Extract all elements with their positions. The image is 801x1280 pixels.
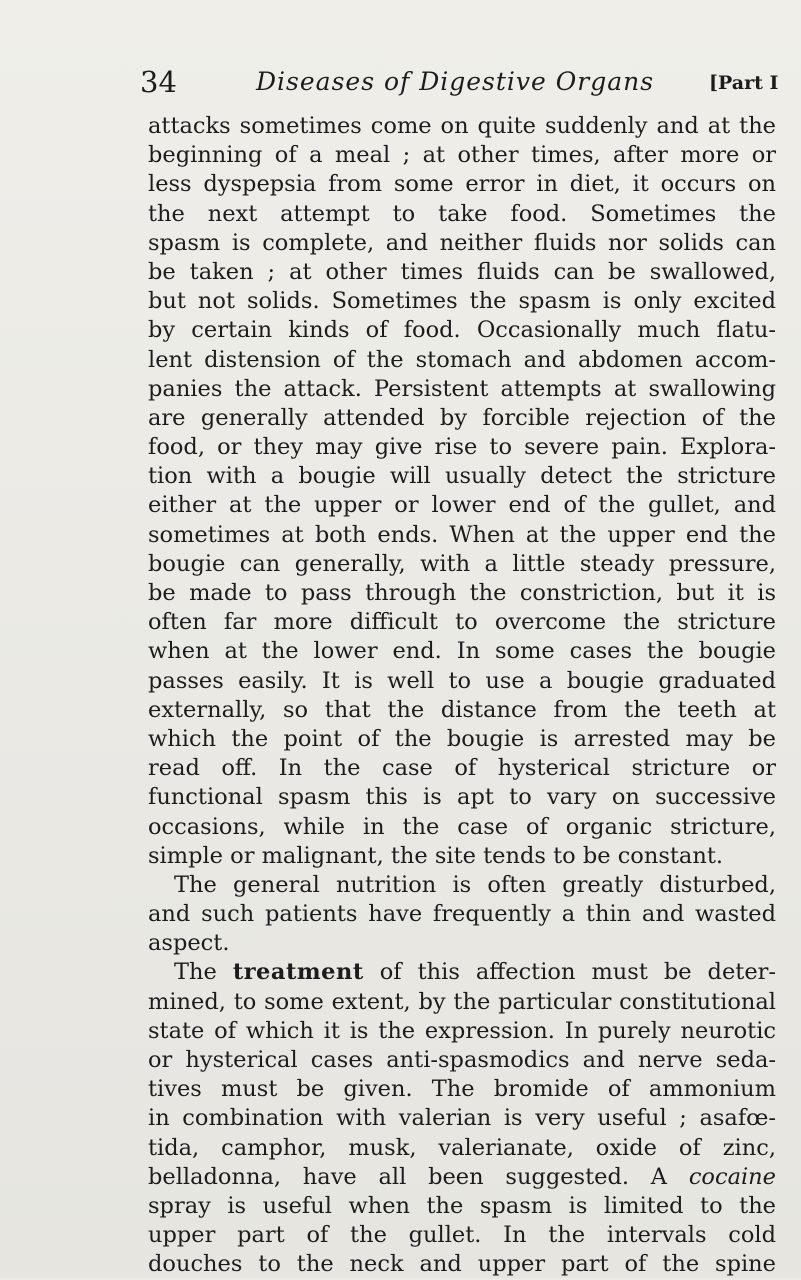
text-line: aspect. [148,930,230,957]
text-fragment: belladonna, have all been suggested. A [148,1163,689,1190]
page-number: 34 [140,65,177,99]
text-line: state of which it is the expression. In purely neurotic [148,1017,776,1044]
text-line: upper part of the gullet. In the intervals cold [148,1222,776,1249]
text-line: functional spasm this is apt to vary on successive [148,784,776,811]
text-line: bougie can generally, with a little steady pressure, [148,550,776,577]
text-line: which the point of the bougie is arrested may be [148,725,776,752]
running-title: Diseases of Digestive Organs [256,67,655,96]
text-line: attacks sometimes come on quite suddenly and at the [148,113,776,139]
text-line: douches to the neck and upper part of the spine [148,1251,776,1278]
text-line: read off. In the case of hysterical stricture or [148,755,776,782]
page-header [140,62,780,102]
text-line: the next attempt to take food. Sometimes the [148,200,776,227]
text-line: spasm is complete, and neither fluids nor solids can [148,229,776,256]
text-line: and such patients have frequently a thin and wasted [148,901,776,928]
body-text [148,112,776,1280]
text-line-cocaine [148,1163,776,1192]
text-line: sometimes at both ends. When at the upper end the [148,521,776,548]
text-line: panies the attack. Persistent attempts at swallowing [148,375,776,402]
text-line: be made to pass through the constriction, but it is [148,580,776,606]
treatment-heading: treatment [232,959,364,986]
cocaine-term: cocaine [688,1163,776,1190]
text-line-treatment [148,958,776,987]
text-line: but not solids. Sometimes the spasm is only excited [148,288,776,315]
text-line: lent distension of the stomach and abdomen accom- [148,346,776,373]
text-line: by certain kinds of food. Occasionally much flatu- [148,317,776,344]
text-line: The general nutrition is often greatly disturbed, [174,871,776,898]
text-line: externally, so that the distance from the teeth at [148,696,776,723]
text-line: often far more difficult to overcome the stricture [148,609,776,636]
part-label: [Part I [709,72,779,94]
text-line: spray is useful when the spasm is limited to the [148,1192,776,1219]
text-line: beginning of a meal ; at other times, after more or [148,142,776,169]
text-line: simple or malignant, the site tends to be constant. [148,842,724,869]
text-line: less dyspepsia from some error in diet, it occurs on [148,171,776,198]
text-line: tion with a bougie will usually detect the stricture [148,463,776,490]
text-line: occasions, while in the case of organic stricture, [148,813,776,840]
text-line: either at the upper or lower end of the gullet, and [148,492,776,519]
text-fragment: of this affection must be deter- [363,959,776,986]
text-line: passes easily. It is well to use a bougie graduated [148,667,776,694]
text-line: tida, camphor, musk, valerianate, oxide of zinc, [148,1134,776,1161]
text-line: when at the lower end. In some cases the bougie [148,638,776,665]
text-line: mined, to some extent, by the particular constitutional [148,988,776,1015]
text-line: food, or they may give rise to severe pain. Explora- [148,434,776,461]
text-line: tives must be given. The bromide of ammonium [148,1076,776,1103]
text-line: be taken ; at other times fluids can be swallowed, [148,258,776,285]
text-fragment: The [174,959,233,986]
text-line: are generally attended by forcible rejection of the [148,404,776,431]
text-line: or hysterical cases anti-spasmodics and nerve seda- [148,1047,776,1073]
text-line: in combination with valerian is very useful ; asafœ- [148,1105,776,1132]
